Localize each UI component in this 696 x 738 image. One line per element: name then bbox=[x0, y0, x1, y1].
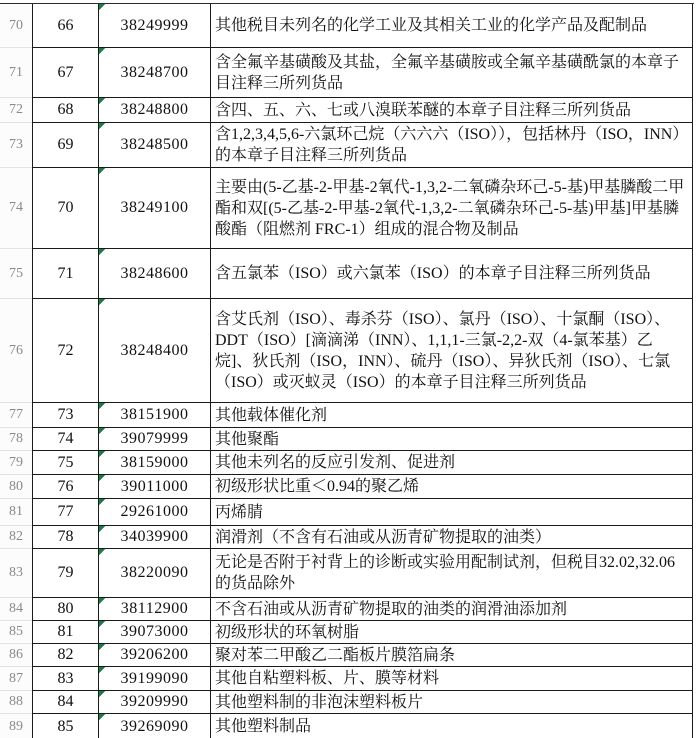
number-as-text-triangle-icon bbox=[99, 475, 105, 481]
description-cell[interactable] bbox=[211, 714, 693, 738]
hs-code-label: 29261000 bbox=[120, 503, 189, 520]
description-text: 含全氟辛基磺酸及其盐，全氟辛基磺胺或全氟辛基磺酰氯的本章子目注释三所列货品 bbox=[215, 53, 680, 92]
row-number-cell[interactable] bbox=[0, 403, 32, 428]
row-number-label: 71 bbox=[9, 64, 23, 80]
hs-code-cell[interactable] bbox=[99, 667, 211, 691]
row-number-label: 70 bbox=[9, 17, 23, 33]
sequence-label: 76 bbox=[57, 477, 74, 495]
number-as-text-triangle-icon bbox=[99, 691, 105, 697]
row-number-label: 78 bbox=[9, 431, 23, 446]
description-text: 其他载体催化剂 bbox=[215, 406, 328, 424]
row-number-label: 84 bbox=[9, 601, 23, 616]
description-cell[interactable] bbox=[211, 667, 693, 691]
description-text: 无论是否附于衬背上的诊断或实验用配制试剂，但税目32.02,32.06的货品除外 bbox=[215, 554, 676, 592]
sequence-cell[interactable] bbox=[32, 621, 99, 644]
number-as-text-triangle-icon bbox=[99, 168, 105, 174]
sequence-cell[interactable] bbox=[32, 549, 99, 598]
row-number-cell[interactable] bbox=[0, 123, 32, 168]
hs-code-label: 38249100 bbox=[120, 199, 189, 216]
number-as-text-triangle-icon bbox=[99, 549, 105, 555]
sequence-cell[interactable] bbox=[32, 691, 99, 714]
row-number-cell[interactable] bbox=[0, 526, 32, 549]
description-text: 其他聚酯 bbox=[215, 430, 280, 448]
hs-code-label: 34039900 bbox=[120, 528, 189, 545]
number-as-text-triangle-icon bbox=[99, 249, 105, 255]
description-text: 含四、五、六、七或八溴联苯醚的本章子目注释三所列货品 bbox=[215, 101, 632, 119]
number-as-text-triangle-icon bbox=[99, 499, 105, 505]
sequence-label: 72 bbox=[57, 341, 74, 359]
hs-code-cell[interactable] bbox=[99, 249, 211, 299]
table-row bbox=[0, 451, 694, 475]
number-as-text-triangle-icon bbox=[99, 526, 105, 532]
number-as-text-triangle-icon bbox=[99, 48, 105, 54]
table-row bbox=[0, 667, 694, 691]
sequence-label: 78 bbox=[57, 528, 74, 545]
number-as-text-triangle-icon bbox=[99, 598, 105, 604]
sequence-cell[interactable] bbox=[32, 168, 99, 249]
sequence-label: 77 bbox=[57, 503, 74, 520]
number-as-text-triangle-icon bbox=[99, 621, 105, 627]
row-number-label: 85 bbox=[9, 624, 23, 639]
sequence-label: 75 bbox=[57, 453, 74, 471]
description-cell[interactable] bbox=[211, 98, 693, 123]
hs-code-cell[interactable] bbox=[99, 549, 211, 598]
row-number-cell[interactable] bbox=[0, 48, 32, 98]
hs-code-label: 38248400 bbox=[120, 341, 189, 359]
sequence-label: 80 bbox=[57, 600, 74, 617]
table-row bbox=[0, 403, 694, 428]
hs-code-label: 38248500 bbox=[120, 136, 189, 153]
sequence-label: 85 bbox=[57, 717, 74, 735]
hs-code-label: 38151900 bbox=[120, 406, 189, 423]
description-text: 润滑剂（不含有石油或从沥青矿物提取的油类） bbox=[215, 528, 552, 546]
description-text: 初级形状的环氧树脂 bbox=[215, 623, 360, 641]
sequence-label: 79 bbox=[57, 564, 74, 581]
table-row bbox=[0, 168, 694, 249]
description-text: 聚对苯二甲酸乙二酯板片膜箔扁条 bbox=[215, 646, 456, 664]
hs-code-label: 39209990 bbox=[120, 693, 189, 710]
number-as-text-triangle-icon bbox=[99, 403, 105, 409]
table-row bbox=[0, 4, 694, 48]
sequence-label: 70 bbox=[57, 199, 74, 216]
sequence-cell[interactable] bbox=[32, 4, 99, 48]
row-number-label: 73 bbox=[9, 137, 23, 152]
description-cell[interactable] bbox=[211, 451, 693, 475]
table-row bbox=[0, 499, 694, 526]
table-row bbox=[0, 98, 694, 123]
description-text: 其他塑料制品 bbox=[215, 718, 312, 735]
description-text: 含1,2,3,4,5,6-六氯环己烷（六六六（ISO）），包括林丹（ISO，INN）的本章子目注释三所列货品 bbox=[215, 126, 689, 164]
hs-code-cell[interactable] bbox=[99, 299, 211, 403]
row-number-cell[interactable] bbox=[0, 168, 32, 249]
hs-code-cell[interactable] bbox=[99, 526, 211, 549]
description-cell[interactable] bbox=[211, 621, 693, 644]
row-number-label: 75 bbox=[9, 265, 23, 281]
hs-code-label: 39079999 bbox=[120, 430, 189, 447]
description-text: 其他塑料制的非泡沫塑料板片 bbox=[215, 693, 424, 711]
description-cell[interactable] bbox=[211, 403, 693, 428]
sequence-cell[interactable] bbox=[32, 98, 99, 123]
row-number-cell[interactable] bbox=[0, 499, 32, 526]
row-number-cell[interactable] bbox=[0, 621, 32, 644]
sequence-cell[interactable] bbox=[32, 499, 99, 526]
table-row bbox=[0, 299, 694, 403]
row-number-label: 74 bbox=[9, 200, 23, 215]
hs-code-label: 38112900 bbox=[120, 600, 189, 617]
hs-code-cell[interactable] bbox=[99, 403, 211, 428]
sequence-label: 71 bbox=[57, 264, 74, 282]
description-text: 初级形状比重＜0.94的聚乙烯 bbox=[215, 478, 420, 495]
description-cell[interactable] bbox=[211, 249, 693, 299]
row-number-cell[interactable] bbox=[0, 714, 32, 738]
sequence-label: 74 bbox=[57, 430, 74, 447]
description-cell[interactable] bbox=[211, 499, 693, 526]
row-number-label: 87 bbox=[9, 670, 23, 686]
hs-code-cell[interactable] bbox=[99, 598, 211, 621]
sequence-cell[interactable] bbox=[32, 451, 99, 475]
hs-code-cell[interactable] bbox=[99, 499, 211, 526]
row-number-label: 82 bbox=[9, 529, 23, 544]
hs-code-cell[interactable] bbox=[99, 123, 211, 168]
description-text: 其他税目未列名的化学工业及其相关工业的化学产品及配制品 bbox=[215, 17, 648, 34]
sequence-cell[interactable] bbox=[32, 526, 99, 549]
sequence-cell[interactable] bbox=[32, 48, 99, 98]
sequence-label: 82 bbox=[57, 646, 74, 663]
number-as-text-triangle-icon bbox=[99, 714, 105, 720]
sequence-label: 68 bbox=[57, 101, 74, 118]
table-row bbox=[0, 48, 694, 98]
hs-code-cell[interactable] bbox=[99, 48, 211, 98]
table-row bbox=[0, 123, 694, 168]
row-number-label: 88 bbox=[9, 694, 23, 709]
description-text: 不含石油或从沥青矿物提取的油类的润滑油添加剂 bbox=[215, 600, 568, 618]
number-as-text-triangle-icon bbox=[99, 451, 105, 457]
hs-code-cell[interactable] bbox=[99, 168, 211, 249]
sequence-label: 81 bbox=[57, 623, 74, 640]
number-as-text-triangle-icon bbox=[99, 667, 105, 673]
description-text: 含五氯苯（ISO）或六氯苯（ISO）的本章子目注释三所列货品 bbox=[215, 265, 651, 282]
description-cell[interactable] bbox=[211, 526, 693, 549]
hs-code-cell[interactable] bbox=[99, 98, 211, 123]
sequence-cell[interactable] bbox=[32, 428, 99, 451]
row-number-cell[interactable] bbox=[0, 691, 32, 714]
sequence-cell[interactable] bbox=[32, 123, 99, 168]
sequence-label: 69 bbox=[57, 136, 74, 153]
table-row bbox=[0, 598, 694, 621]
number-as-text-triangle-icon bbox=[99, 98, 105, 104]
sequence-cell[interactable] bbox=[32, 644, 99, 667]
number-as-text-triangle-icon bbox=[99, 428, 105, 434]
sequence-cell[interactable] bbox=[32, 475, 99, 499]
row-number-cell[interactable] bbox=[0, 451, 32, 475]
hs-code-cell[interactable] bbox=[99, 714, 211, 738]
hs-code-label: 38249999 bbox=[120, 16, 189, 34]
hs-code-cell[interactable] bbox=[99, 428, 211, 451]
row-number-label: 80 bbox=[9, 478, 23, 494]
row-number-cell[interactable] bbox=[0, 428, 32, 451]
description-cell[interactable] bbox=[211, 475, 693, 499]
row-number-label: 77 bbox=[9, 407, 23, 422]
hs-code-cell[interactable] bbox=[99, 621, 211, 644]
row-number-label: 76 bbox=[9, 342, 23, 358]
number-as-text-triangle-icon bbox=[99, 644, 105, 650]
hs-code-cell[interactable] bbox=[99, 475, 211, 499]
description-cell[interactable] bbox=[211, 123, 693, 168]
description-cell[interactable] bbox=[211, 168, 693, 249]
row-number-cell[interactable] bbox=[0, 4, 32, 48]
description-text: 含艾氏剂（ISO）、毒杀芬（ISO）、氯丹（ISO）、十氯酮（ISO）、DDT（ISO）[滴滴涕（INN）、1,1,1-三氯-2,2-双（4-氯苯基）乙烷]、狄氏剂（ISO，INN）、硫丹（ISO）、异狄氏剂（ISO）、七氯（ISO）或灭蚁灵（ISO）的本章子目注释三所列货品 bbox=[215, 310, 671, 391]
description-cell[interactable] bbox=[211, 691, 693, 714]
hs-code-cell[interactable] bbox=[99, 691, 211, 714]
description-cell[interactable] bbox=[211, 48, 693, 98]
sequence-cell[interactable] bbox=[32, 249, 99, 299]
row-number-cell[interactable] bbox=[0, 598, 32, 621]
row-number-label: 79 bbox=[9, 454, 23, 470]
row-number-cell[interactable] bbox=[0, 98, 32, 123]
sequence-label: 83 bbox=[57, 669, 74, 687]
description-cell[interactable] bbox=[211, 428, 693, 451]
hs-code-table bbox=[0, 3, 694, 738]
description-cell[interactable] bbox=[211, 598, 693, 621]
sequence-label: 67 bbox=[57, 63, 74, 81]
row-number-cell[interactable] bbox=[0, 644, 32, 667]
description-text: 其他自粘塑料板、片、膜等材料 bbox=[215, 670, 440, 687]
description-cell[interactable] bbox=[211, 4, 693, 48]
hs-code-label: 38159000 bbox=[120, 453, 189, 471]
row-number-cell[interactable] bbox=[0, 299, 32, 403]
description-text: 主要由(5-乙基-2-甲基-2氧代-1,3,2-二氧磷杂环己-5-基)甲基膦酸二甲酯和双[(5-乙基-2-甲基-2氧代-1,3,2-二氧磷杂环己-5-基)甲基]甲基膦酸酯（阻燃剂 FRC-1）组成的混合物及制品 bbox=[215, 178, 685, 238]
hs-code-label: 38220090 bbox=[120, 564, 189, 581]
hs-code-cell[interactable] bbox=[99, 644, 211, 667]
row-number-cell[interactable] bbox=[0, 549, 32, 598]
number-as-text-triangle-icon bbox=[99, 299, 105, 305]
hs-code-label: 38248600 bbox=[120, 264, 189, 282]
row-number-label: 86 bbox=[9, 647, 23, 662]
row-number-label: 81 bbox=[9, 504, 23, 519]
row-number-cell[interactable] bbox=[0, 249, 32, 299]
sequence-label: 84 bbox=[57, 693, 74, 710]
hs-code-label: 38248800 bbox=[120, 101, 189, 118]
sequence-label: 73 bbox=[57, 406, 74, 423]
table-row bbox=[0, 249, 694, 299]
table-row bbox=[0, 621, 694, 644]
hs-code-label: 39206200 bbox=[120, 646, 189, 663]
table-row bbox=[0, 691, 694, 714]
hs-code-label: 39269090 bbox=[120, 717, 189, 735]
row-number-cell[interactable] bbox=[0, 475, 32, 499]
table-row bbox=[0, 475, 694, 499]
sequence-cell[interactable] bbox=[32, 299, 99, 403]
number-as-text-triangle-icon bbox=[99, 123, 105, 129]
table-row bbox=[0, 714, 694, 738]
table-row bbox=[0, 428, 694, 451]
row-number-label: 72 bbox=[9, 102, 23, 117]
hs-code-label: 39199090 bbox=[120, 669, 189, 687]
sequence-cell[interactable] bbox=[32, 598, 99, 621]
hs-code-cell[interactable] bbox=[99, 451, 211, 475]
hs-code-label: 39073000 bbox=[120, 623, 189, 640]
hs-code-cell[interactable] bbox=[99, 4, 211, 48]
sequence-cell[interactable] bbox=[32, 714, 99, 738]
row-number-cell[interactable] bbox=[0, 667, 32, 691]
description-cell[interactable] bbox=[211, 644, 693, 667]
description-text: 其他未列名的反应引发剂、促进剂 bbox=[215, 454, 456, 471]
sequence-cell[interactable] bbox=[32, 403, 99, 428]
description-cell[interactable] bbox=[211, 299, 693, 403]
table-row bbox=[0, 644, 694, 667]
table-row bbox=[0, 549, 694, 598]
sequence-cell[interactable] bbox=[32, 667, 99, 691]
hs-code-label: 38248700 bbox=[120, 63, 189, 81]
table-row bbox=[0, 526, 694, 549]
description-cell[interactable] bbox=[211, 549, 693, 598]
row-number-label: 89 bbox=[9, 718, 23, 734]
hs-code-label: 39011000 bbox=[120, 477, 189, 495]
number-as-text-triangle-icon bbox=[99, 4, 105, 10]
sequence-label: 66 bbox=[57, 16, 74, 34]
row-number-label: 83 bbox=[9, 565, 23, 580]
description-text: 丙烯腈 bbox=[215, 503, 264, 521]
